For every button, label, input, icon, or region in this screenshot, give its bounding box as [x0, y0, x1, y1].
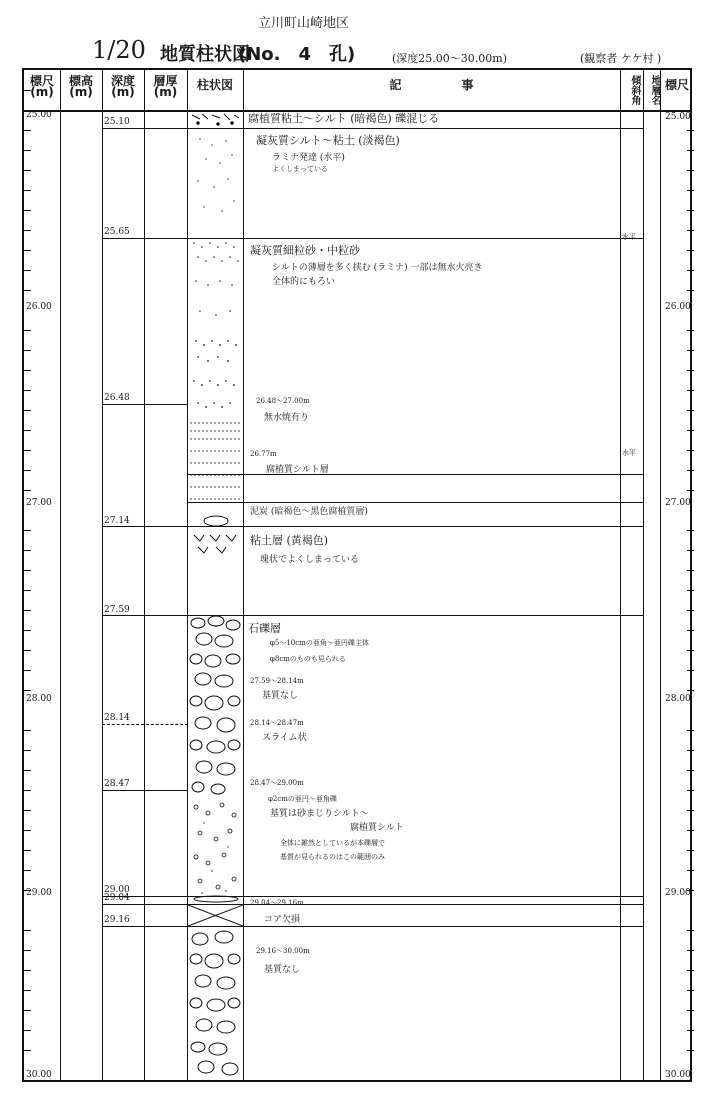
depth-mark: 28.47: [104, 779, 130, 789]
description-line: 基質が見られるのはこの範囲のみ: [280, 853, 385, 861]
description-line: 凝灰質細粒砂・中粒砂: [250, 244, 360, 257]
description-line: 基質は砂まじりシルト〜: [270, 809, 369, 819]
description-line: シルトの薄層を多く挟む (ラミナ) 一部は無水火亮き: [272, 263, 483, 273]
scale-label: 25.00: [26, 110, 52, 120]
description-line: 石礫層: [248, 622, 281, 635]
depth-mark: 29.04: [104, 893, 130, 903]
description-line: 無水焼有り: [264, 413, 310, 423]
scale-label: 30.00: [665, 1070, 691, 1080]
depth-mark: 27.59: [104, 605, 130, 615]
description-line: コア欠損: [264, 915, 301, 925]
depth-range: (深度25.00〜30.00m): [392, 52, 507, 65]
depth-mark: 29.00: [104, 885, 130, 895]
description-line: 凝灰質シルト〜粘土 (淡褐色): [256, 134, 400, 147]
log-sheet: 標尺 (m) 標高 (m) 深度 (m) 層厚 (m) 柱状図 記 事 傾斜角 地層名 標尺 25.00 26.00 27.00 28.00 29.00 30.00 25.00 26.00 27.00 28.00 29.00 30.00 25.10 25.65 26.48 27.14 27.59 28.14 28.47 29.00 29.04 29.16 腐植質粘土〜シルト (暗褐色) 礫混じる 凝灰質シルト〜粘土 (淡褐色) ラミナ発達 (水平) よくしまっている 凝灰質細粒砂・中粒砂 シルトの薄層を多く挟む (ラミナ) 一部は無水火亮き 全体的にもろい 26.48〜27.00m 無水焼有り 26.77m 腐植質シルト層 泥炭 (暗褐色〜黒色腐植質層) 粘土層 (黄褐色) 塊状でよくしまっている 石礫層 φ5〜10cmの亜角〜亜円礫主体 φ8cmのものも見られる 27.59〜28.14m 基質なし 28.14〜28.47m スライム状 28.47〜29.00m φ2cmの亜円〜亜角礫 基質は砂まじりシルト〜 腐植質シルト 全体に雑然としているが本礫層で 基質が見られるのはこの範囲のみ 29.04〜29.16m コア欠損 29.16〜30.00m 基質なし 水平 水平: [22, 68, 692, 1082]
district-title: 立川町山崎地区: [258, 16, 350, 31]
scale-label: 29.00: [26, 888, 52, 898]
description-line: スライム状: [262, 733, 307, 743]
gravel-symbol: [190, 931, 240, 1075]
scale-label: 27.00: [665, 498, 691, 508]
depth-mark: 27.14: [104, 516, 130, 526]
description-line: 泥炭 (暗褐色〜黒色腐植質層): [250, 507, 368, 517]
description-line: 26.48〜27.00m: [256, 397, 310, 405]
description-line: 腐植質粘土〜シルト (暗褐色) 礫混じる: [248, 112, 440, 125]
sheet-title: 地質柱状図: [160, 44, 250, 65]
sand-symbol: [193, 242, 239, 408]
col-scale-right: 標尺: [664, 78, 689, 92]
scale-label: 27.00: [26, 498, 52, 508]
description-line: 粘土層 (黄褐色): [250, 534, 329, 547]
col-formation: 地層名: [649, 75, 660, 105]
peat-symbol: [192, 114, 239, 125]
description-line: 腐植質シルト: [350, 823, 404, 833]
description-line: よくしまっている: [272, 165, 328, 173]
scale-label: 26.00: [26, 302, 52, 312]
scale-label: 30.00: [26, 1070, 52, 1080]
description-line: ラミナ発達 (水平): [272, 153, 345, 163]
scale-ratio: 1/20: [92, 36, 146, 64]
inspector: (観察者 ケケ村 ): [580, 52, 662, 65]
strip-log: [188, 111, 243, 1082]
description-line: 29.16〜30.00m: [256, 947, 310, 955]
depth-mark: 29.16: [104, 915, 130, 925]
description-line: φ5〜10cmの亜角〜亜円礫主体: [270, 639, 369, 647]
description-line: φ2cmの亜円〜亜角礫: [268, 795, 337, 803]
scale-label: 29.00: [665, 888, 691, 898]
col-elevation: 標高: [68, 74, 93, 88]
description-line: 全体に雑然としているが本礫層で: [280, 839, 385, 847]
col-dip: 傾斜角: [629, 75, 640, 105]
description-line: 基質なし: [262, 691, 299, 701]
scale-label: 26.00: [665, 302, 691, 312]
description-line: 28.47〜29.00m: [250, 779, 304, 787]
description-line: 28.14〜28.47m: [250, 719, 304, 727]
scale-label: 25.00: [665, 112, 691, 122]
description-line: 全体的にもろい: [272, 277, 336, 287]
col-description: 記 事: [389, 78, 474, 92]
col-scale-left: 標尺: [29, 74, 54, 88]
description-line: 塊状でよくしまっている: [260, 555, 360, 565]
hole-number: (No. 4 孔): [238, 44, 356, 65]
col-log: 柱状図: [196, 78, 233, 92]
peat-symbol: [194, 535, 236, 553]
scale-label: 28.00: [26, 694, 52, 704]
dip-value: 水平: [622, 233, 636, 241]
col-depth: 深度: [110, 74, 135, 88]
scale-label: 28.00: [665, 694, 691, 704]
description-line: 腐植質シルト層: [266, 465, 329, 475]
col-thickness: 層厚: [153, 74, 178, 88]
gravel-symbol: [190, 616, 240, 794]
depth-mark: 28.14: [104, 713, 130, 723]
description-line: φ8cmのものも見られる: [270, 655, 346, 663]
depth-mark: 25.10: [104, 117, 130, 127]
depth-mark: 26.48: [104, 393, 130, 403]
description-line: 基質なし: [264, 965, 301, 975]
core-loss-symbol: [188, 905, 243, 926]
dip-value: 水平: [622, 449, 636, 457]
depth-mark: 25.65: [104, 227, 130, 237]
description-line: 27.59〜28.14m: [250, 677, 304, 685]
description-line: 29.04〜29.16m: [250, 899, 304, 907]
description-line: 26.77m: [250, 450, 277, 458]
